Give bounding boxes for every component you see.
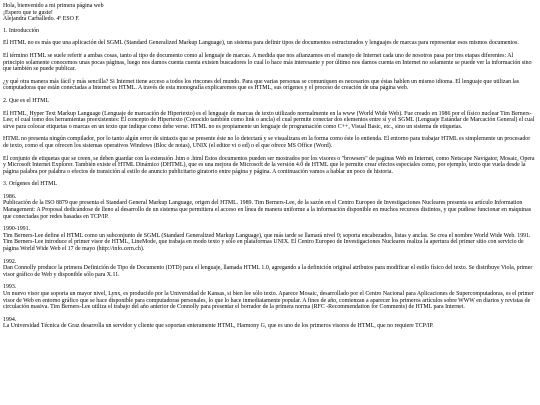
greeting-line: Hola, bienvenido a mi primera página web	[3, 3, 104, 9]
section-title-que-es-html: 2. Que es el HTML	[3, 97, 49, 104]
paragraph: Tim Berners-Lee define el HTML como un subconjunto de SGML (Standard Generalized Markup Language), que más tarde se llamará nivel 0; soporta encabezados, listas y anclas. Se crea el nombre World Wide Web. 1991. Tim Berners-Lee introduce el primer visor de HTML, LineMode, que trabaja en modo texto y sólo en plataformas UNIX. El Centro Europeo de Investigaciones Nucleares realiza la apertura del primer sitio con servicio de página World Wide Web el 17 de mayo (http://info.cern.ch).	[3, 232, 531, 253]
section-title-origenes: 3. Orígenes del HTML	[3, 181, 57, 188]
page-header	[3, 3, 535, 23]
author-line: Alejandra Carballedo. 4º ESO F.	[3, 16, 80, 23]
document-body	[3, 3, 535, 336]
section-title-introduccion: 1. Introducción	[3, 27, 39, 34]
paragraph: La Universidad Técnica de Graz desarrolla un servidor y cliente que soportan enteramente HTML, Harmony G, que es uno de los primeros visores de HTML, que no requiere TCP/IP.	[3, 323, 434, 330]
paragraph: El HTML no es más que una aplicación del SGML (Standard Generalized Markup Language), un sistema para definir tipos de documentos estructurados y lenguajes de marcas para representar esos mismos documentos.	[3, 40, 519, 47]
paragraph: ¿y qué otra manera más fácil y más sencilla? Si Internet tiene acceso a todos los rincones del mundo. Para que varias personas se comuniquen es necesarios que éstas hablen un mismo idioma. El lenguaje que utilizan las computadoras que están conectadas a Internet es HTML. A través de esta monografía explicaremos que es HTML, sus orígenes y el proceso de creación de una página web.	[3, 78, 520, 92]
year-heading: 1994.	[3, 316, 17, 323]
year-heading: 1986.	[3, 193, 17, 200]
year-heading: 1990-1991.	[3, 226, 30, 233]
paragraph: El conjunto de etiquetas que se creen, se deben guardar con la extensión .htm o .html Estos documentos pueden ser mostrados por los visores o "browsers" de paginas Web en Internet, como Netscape Navigator, Mosaic, Opera y Microsoft Internet Explorer. También existe el HTML Dinámico (DHTML), que es una mejora de Microsoft de la versión 4.0 de HTML que le permite crear efectos especiales como, por ejemplo, texto que vuela desde la página palabra por palabra o efectos de transición al estilo de anuncio publicitario giratorio entre página y página. A continuación vamos a hablar un poco de historia.	[3, 155, 535, 175]
paragraph: Dan Connolly produce la primera Definición de Tipo de Documento (DTD) para el lenguaje, llamada HTML 1.0, agregando a la definición original atributos para modificar el estilo físico del texto. Se distribuye Viola, primer visor gráfico de Web y disponible sólo para X.11.	[3, 265, 533, 278]
wish-line: ¡Espero que te guste!	[3, 9, 53, 16]
year-heading: 1993.	[3, 284, 17, 291]
year-heading: 1992.	[3, 258, 17, 265]
paragraph: Publicación de la ISO 8879 que presenta el Standard General Markup Language, origen del HTML. 1989. Tim Berners-Lee, de la sazón en el Centro Europeo de Investigaciones Nucleares presenta su artículo Information Management: A Proposal dedicándose de lleno al desarrollo de un sistema que permitiera el acceso en línea de manera uniforme a la información disponible en muchos recursos distintos, y que pudiese funcionar en máquinas que conectadas por redes basadas en TCP/IP.	[3, 200, 532, 220]
paragraph: El HTML, Hyper Text Markup Language (Lenguaje de marcación de Hipertexto) es el lenguaje de marcas de texto utilizado normalmente en la www (World Wide Web). Fue creado en 1986 por el físico nuclear Tim Berners-Lee; el cual tomo dos herramientas preexistentes: El concepto de Hipertexto (Conocido también como link o ancla) el cual permite conectar dos elementos entre sí y el SGML (Lenguaje Estándar de Marcación General) el cual sirve para colocar etiquetas o marcas en un texto que indique como debe verse. HTML no es propiamente un lenguaje de programación como C++, Visual Basic, etc., sino un sistema de etiquetas.	[3, 110, 535, 130]
paragraph: Un nuevo visor que soporta un mayor nivel, Lynx, es producido por la Universidad de Kansas, si bien lee sólo texto. Aparece Mosaic, desarrollado por el Centro Nacional para Aplicaciones de Supercomputadoras, es el primer visor de Web en entorno gráfico que se hace disponible para computadoras personales, lo que lo hace inmediatamente popular. A fines de año, comienzan a aparecer los primeros artículos sobre WWW en diarios y revistas de circulación masiva. Tim Berners-Lee utiliza el trabajo del año anterior de Connolly para presentar el borrador de la primera norma (RFC -Recommendation for Comments) de HTML para Internet.	[3, 291, 534, 311]
paragraph: HTML no presenta ningún compilador, por lo tanto algún error de sintaxis que se presente éste no lo detectará y se visualizara en la forma como éste lo entienda. El entorno para trabajar HTML es simplemente un procesador de texto, como el que ofrecen los sistemas operativos Windows (Bloc de notas), UNIX (el editor vi o ed) o el que ofrece MS Office (Word).	[3, 136, 531, 149]
paragraph: El término HTML se suele referir a ambas cosas, tanto al tipo de documento como al lenguaje de marcas. A medida que nos afianzamos en el manejo de Internet cada uno de nosotros pasa por tres etapas diferentes: Al principio solamente conocemos unas pocas páginas, luego nos damos cuenta cuenta existen buscadores lo cual lo hace más interesante y por último nos damos cuenta en Internet no solamente se puede ver la información sino que también se puede publicar.	[3, 52, 532, 73]
